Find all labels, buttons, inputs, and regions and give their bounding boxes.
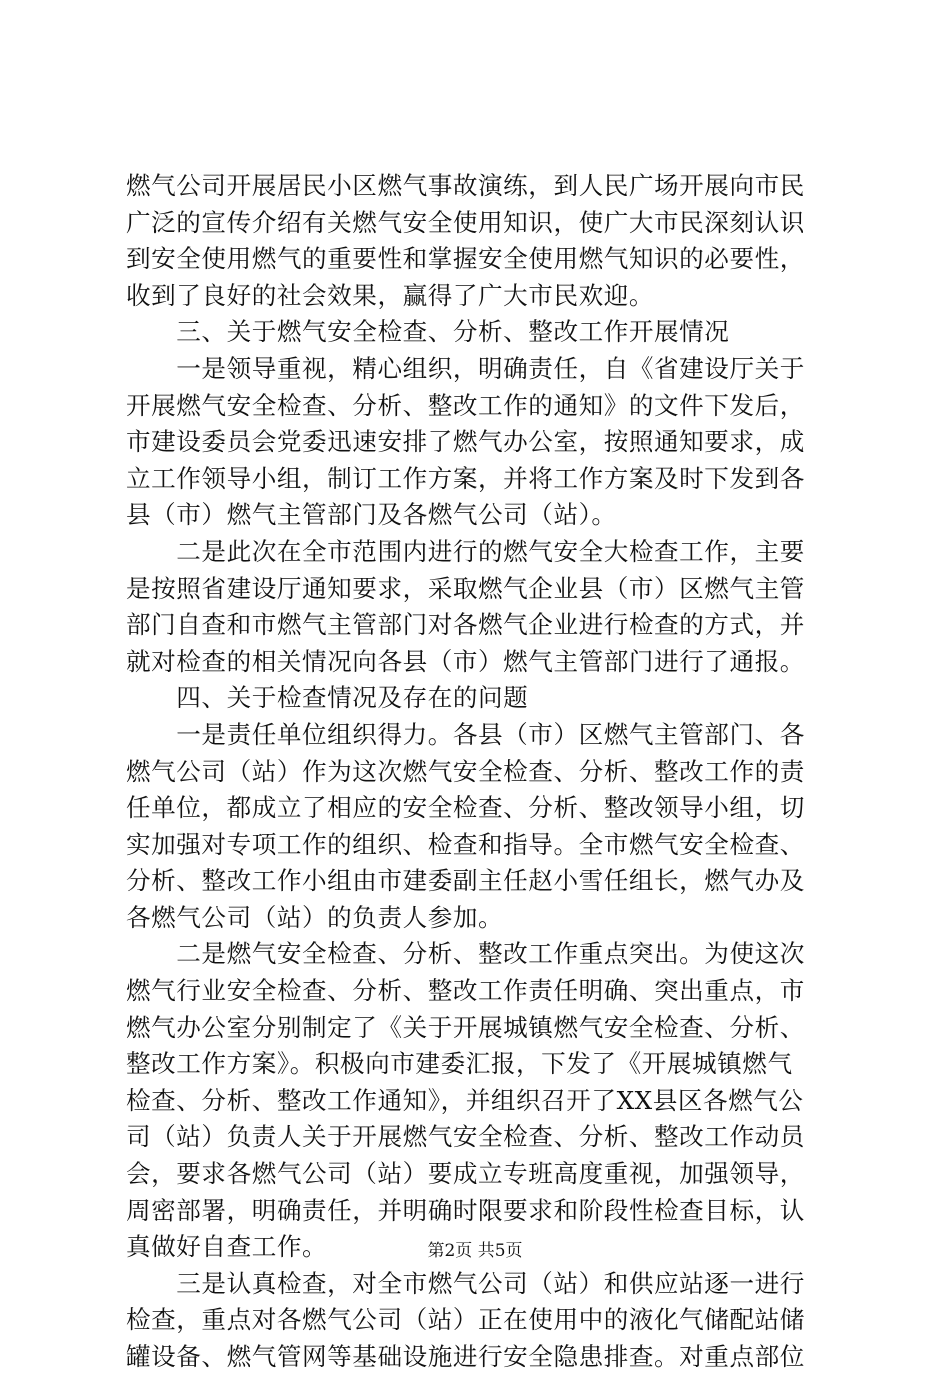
text-line: 广泛的宣传介绍有关燃气安全使用知识，使广大市民深刻认识 xyxy=(126,207,805,237)
text-line: 真做好自查工作。 xyxy=(126,1232,328,1262)
text-line: 三是认真检查，对全市燃气公司（站）和供应站逐一进行 xyxy=(126,1268,805,1298)
text-line: 一是领导重视，精心组织，明确责任，自《省建设厅关于 xyxy=(126,353,805,383)
text-line: 开展燃气安全检查、分析、整改工作的通知》的文件下发后， xyxy=(126,390,805,420)
text-line: 司（站）负责人关于开展燃气安全检查、分析、整改工作动员 xyxy=(126,1122,805,1152)
text-line: 一是责任单位组织得力。各县（市）区燃气主管部门、各 xyxy=(126,719,805,749)
text-line: 二是此次在全市范围内进行的燃气安全大检查工作，主要 xyxy=(126,536,805,566)
text-line: 立工作领导小组，制订工作方案，并将工作方案及时下发到各 xyxy=(126,463,805,493)
text-line: 到安全使用燃气的重要性和掌握安全使用燃气知识的必要性， xyxy=(126,244,805,274)
text-line: 分析、整改工作小组由市建委副主任赵小雪任组长，燃气办及 xyxy=(126,866,805,896)
text-line: 部门自查和市燃气主管部门对各燃气企业进行检查的方式，并 xyxy=(126,610,805,640)
text-line: 市建设委员会党委迅速安排了燃气办公室，按照通知要求，成 xyxy=(126,427,805,457)
text-line: 燃气公司（站）作为这次燃气安全检查、分析、整改工作的责 xyxy=(126,756,805,786)
text-line: 燃气行业安全检查、分析、整改工作责任明确、突出重点，市 xyxy=(126,976,805,1006)
page-number: 第2页 共5页 xyxy=(427,1241,523,1261)
section-heading-4: 四、关于检查情况及存在的问题 xyxy=(126,683,529,713)
text-line: 会，要求各燃气公司（站）要成立专班高度重视，加强领导， xyxy=(126,1159,805,1189)
text-line: 燃气公司开展居民小区燃气事故演练，到人民广场开展向市民 xyxy=(126,171,805,200)
text-line: 是按照省建设厅通知要求，采取燃气企业县（市）区燃气主管 xyxy=(126,573,805,603)
text-line: 二是燃气安全检查、分析、整改工作重点突出。为使这次 xyxy=(126,939,805,969)
text-line: 燃气办公室分别制定了《关于开展城镇燃气安全检查、分析、 xyxy=(126,1012,805,1042)
text-line: 县（市）燃气主管部门及各燃气公司（站）。 xyxy=(126,500,617,530)
text-line: 整改工作方案》。积极向市建委汇报，下发了《开展城镇燃气 xyxy=(126,1049,793,1079)
text-line: 周密部署，明确责任，并明确时限要求和阶段性检查目标，认 xyxy=(126,1195,805,1225)
text-line: 就对检查的相关情况向各县（市）燃气主管部门进行了通报。 xyxy=(126,646,805,676)
text-line: 检查、分析、整改工作通知》，并组织召开了XX县区各燃气公 xyxy=(126,1085,804,1115)
section-heading-3: 三、关于燃气安全检查、分析、整改工作开展情况 xyxy=(126,317,730,347)
text-line: 实加强对专项工作的组织、检查和指导。全市燃气安全检查、 xyxy=(126,829,805,859)
document-body xyxy=(126,168,832,1376)
text-line: 收到了良好的社会效果，赢得了广大市民欢迎。 xyxy=(126,280,655,310)
text-line: 检查，重点对各燃气公司（站）正在使用中的液化气储配站储 xyxy=(126,1305,805,1335)
text-line: 任单位，都成立了相应的安全检查、分析、整改领导小组，切 xyxy=(126,793,805,823)
text-line: 罐设备、燃气管网等基础设施进行安全隐患排查。对重点部位 xyxy=(126,1342,805,1371)
text-line: 各燃气公司（站）的负责人参加。 xyxy=(126,902,504,932)
